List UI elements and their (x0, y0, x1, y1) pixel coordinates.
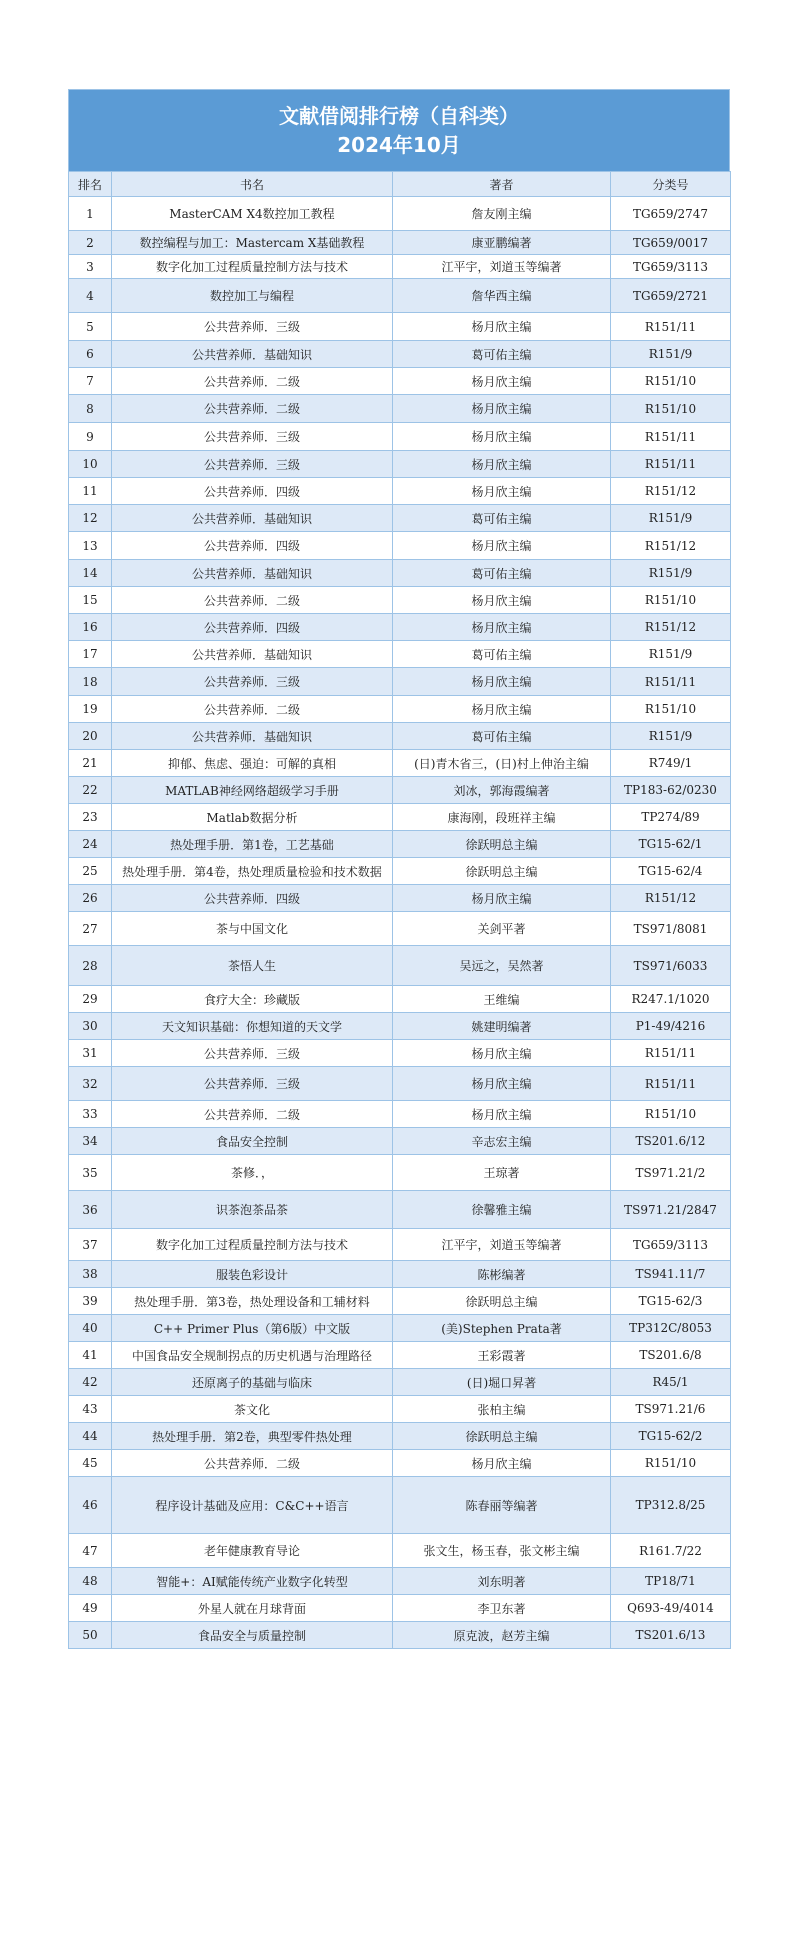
rank-cell: 20 (69, 723, 112, 750)
table-row (69, 696, 731, 723)
rank-cell: 12 (69, 505, 112, 532)
classification-cell: TS971.21/2847 (611, 1191, 731, 1229)
table-row (69, 1261, 731, 1288)
title-cell: 公共营养师．二级 (112, 1450, 393, 1477)
classification-cell: R151/11 (611, 423, 731, 451)
table-row (69, 1155, 731, 1191)
author-cell: 辛志宏主编 (393, 1128, 611, 1155)
author-cell: 张文生，杨玉春，张文彬主编 (393, 1534, 611, 1568)
table-row (69, 1315, 731, 1342)
author-cell: 刘冰，郭海霞编著 (393, 777, 611, 804)
rank-cell: 15 (69, 587, 112, 614)
table-row (69, 986, 731, 1013)
author-cell: 康海刚，段班祥主编 (393, 804, 611, 831)
rank-cell: 36 (69, 1191, 112, 1229)
rank-cell: 42 (69, 1369, 112, 1396)
title-cell: C++ Primer Plus（第6版）中文版 (112, 1315, 393, 1342)
table-row (69, 804, 731, 831)
table-row (69, 946, 731, 986)
title-cell: 公共营养师．三级 (112, 313, 393, 341)
table-row (69, 885, 731, 912)
rank-cell: 35 (69, 1155, 112, 1191)
author-cell: (日)青木省三，(日)村上伸治主编 (393, 750, 611, 777)
title-cell: 食品安全与质量控制 (112, 1622, 393, 1649)
rank-cell: 34 (69, 1128, 112, 1155)
author-cell: 刘东明著 (393, 1568, 611, 1595)
table-row (69, 1191, 731, 1229)
author-cell: 陈春丽等编著 (393, 1477, 611, 1534)
classification-cell: R151/10 (611, 587, 731, 614)
title-cell: 公共营养师．基础知识 (112, 641, 393, 668)
rank-cell: 23 (69, 804, 112, 831)
author-cell: 葛可佑主编 (393, 341, 611, 368)
title-cell: 热处理手册．第4卷，热处理质量检验和技术数据 (112, 858, 393, 885)
author-cell: 杨月欣主编 (393, 1067, 611, 1101)
title-cell: 茶文化 (112, 1396, 393, 1423)
table-row (69, 1450, 731, 1477)
rank-cell: 39 (69, 1288, 112, 1315)
title-cell: 公共营养师．基础知识 (112, 723, 393, 750)
table-row (69, 313, 731, 341)
classification-cell: TP312C/8053 (611, 1315, 731, 1342)
classification-cell: TG659/3113 (611, 255, 731, 279)
author-cell: 王维编 (393, 986, 611, 1013)
classification-cell: TP183-62/0230 (611, 777, 731, 804)
author-cell: 吴远之，吴然著 (393, 946, 611, 986)
author-cell: 张柏主编 (393, 1396, 611, 1423)
author-cell: 詹友刚主编 (393, 197, 611, 231)
table-row (69, 1342, 731, 1369)
table-row (69, 1101, 731, 1128)
classification-cell: TG15-62/1 (611, 831, 731, 858)
title-cell: 程序设计基础及应用：C&C++语言 (112, 1477, 393, 1534)
rank-cell: 14 (69, 560, 112, 587)
author-cell: 徐跃明总主编 (393, 858, 611, 885)
table-row (69, 641, 731, 668)
classification-cell: R151/9 (611, 341, 731, 368)
rank-cell: 25 (69, 858, 112, 885)
author-cell: 詹华西主编 (393, 279, 611, 313)
title-cell: 公共营养师．三级 (112, 423, 393, 451)
title-cell: 公共营养师．四级 (112, 614, 393, 641)
title-cell: 公共营养师．二级 (112, 1101, 393, 1128)
author-cell: 关剑平著 (393, 912, 611, 946)
header-rank: 排名 (69, 172, 112, 197)
classification-cell: TP312.8/25 (611, 1477, 731, 1534)
classification-cell: TG659/2747 (611, 197, 731, 231)
header-title: 书名 (112, 172, 393, 197)
table-header-row (69, 172, 731, 197)
classification-cell: R151/12 (611, 885, 731, 912)
title-cell: 食疗大全：珍藏版 (112, 986, 393, 1013)
author-cell: 杨月欣主编 (393, 451, 611, 478)
rank-cell: 37 (69, 1229, 112, 1261)
table-row (69, 231, 731, 255)
title-cell: 公共营养师．基础知识 (112, 341, 393, 368)
table-row (69, 1595, 731, 1622)
rank-cell: 49 (69, 1595, 112, 1622)
table-row (69, 723, 731, 750)
title-cell: 食品安全控制 (112, 1128, 393, 1155)
rank-cell: 4 (69, 279, 112, 313)
rank-cell: 32 (69, 1067, 112, 1101)
document-period: 2024年10月 (337, 132, 461, 157)
author-cell: 葛可佑主编 (393, 723, 611, 750)
rank-cell: 29 (69, 986, 112, 1013)
classification-cell: TG15-62/3 (611, 1288, 731, 1315)
classification-cell: R151/10 (611, 696, 731, 723)
table-row (69, 1128, 731, 1155)
author-cell: 杨月欣主编 (393, 587, 611, 614)
title-cell: 公共营养师．基础知识 (112, 505, 393, 532)
classification-cell: TS201.6/13 (611, 1622, 731, 1649)
author-cell: 陈彬编著 (393, 1261, 611, 1288)
classification-cell: R151/11 (611, 668, 731, 696)
author-cell: 杨月欣主编 (393, 1101, 611, 1128)
classification-cell: R151/11 (611, 1040, 731, 1067)
title-cell: 公共营养师．四级 (112, 478, 393, 505)
header-classification: 分类号 (611, 172, 731, 197)
classification-cell: R151/9 (611, 560, 731, 587)
rank-cell: 19 (69, 696, 112, 723)
title-cell: 公共营养师．二级 (112, 395, 393, 423)
rank-cell: 16 (69, 614, 112, 641)
title-cell: 公共营养师．二级 (112, 587, 393, 614)
table-row (69, 1288, 731, 1315)
title-cell: 公共营养师．二级 (112, 696, 393, 723)
author-cell: 杨月欣主编 (393, 668, 611, 696)
title-cell: 公共营养师．基础知识 (112, 560, 393, 587)
classification-cell: R151/10 (611, 1450, 731, 1477)
rank-cell: 3 (69, 255, 112, 279)
classification-cell: TP274/89 (611, 804, 731, 831)
classification-cell: R151/12 (611, 532, 731, 560)
title-cell: 茶修．， (112, 1155, 393, 1191)
rank-cell: 40 (69, 1315, 112, 1342)
classification-cell: R151/9 (611, 505, 731, 532)
classification-cell: R151/12 (611, 614, 731, 641)
rank-cell: 5 (69, 313, 112, 341)
author-cell: 杨月欣主编 (393, 395, 611, 423)
rank-cell: 45 (69, 1450, 112, 1477)
classification-cell: TG15-62/2 (611, 1423, 731, 1450)
rank-cell: 18 (69, 668, 112, 696)
title-cell: 数字化加工过程质量控制方法与技术 (112, 1229, 393, 1261)
rank-cell: 28 (69, 946, 112, 986)
title-banner (68, 89, 730, 171)
rank-cell: 33 (69, 1101, 112, 1128)
classification-cell: R151/9 (611, 723, 731, 750)
table-row (69, 279, 731, 313)
title-cell: 公共营养师．三级 (112, 451, 393, 478)
classification-cell: TS971.21/6 (611, 1396, 731, 1423)
classification-cell: TS971.21/2 (611, 1155, 731, 1191)
author-cell: 李卫东著 (393, 1595, 611, 1622)
ranking-document (68, 89, 730, 1649)
title-cell: 中国食品安全规制拐点的历史机遇与治理路径 (112, 1342, 393, 1369)
rank-cell: 6 (69, 341, 112, 368)
author-cell: 杨月欣主编 (393, 368, 611, 395)
author-cell: 杨月欣主编 (393, 696, 611, 723)
author-cell: 杨月欣主编 (393, 423, 611, 451)
classification-cell: TS201.6/8 (611, 1342, 731, 1369)
classification-cell: R151/10 (611, 1101, 731, 1128)
author-cell: 杨月欣主编 (393, 885, 611, 912)
title-cell: 热处理手册．第2卷，典型零件热处理 (112, 1423, 393, 1450)
title-cell: 识茶泡茶品茶 (112, 1191, 393, 1229)
classification-cell: P1-49/4216 (611, 1013, 731, 1040)
rank-cell: 10 (69, 451, 112, 478)
author-cell: 葛可佑主编 (393, 641, 611, 668)
classification-cell: R151/12 (611, 478, 731, 505)
classification-cell: TG659/3113 (611, 1229, 731, 1261)
author-cell: 王彩霞著 (393, 1342, 611, 1369)
classification-cell: TG659/2721 (611, 279, 731, 313)
title-cell: 抑郁、焦虑、强迫：可解的真相 (112, 750, 393, 777)
rank-cell: 22 (69, 777, 112, 804)
table-row (69, 368, 731, 395)
author-cell: 王琼著 (393, 1155, 611, 1191)
author-cell: 江平宇，刘道玉等编著 (393, 1229, 611, 1261)
table-row (69, 1477, 731, 1534)
rank-cell: 38 (69, 1261, 112, 1288)
classification-cell: TS941.11/7 (611, 1261, 731, 1288)
rank-cell: 26 (69, 885, 112, 912)
author-cell: 葛可佑主编 (393, 505, 611, 532)
rank-cell: 24 (69, 831, 112, 858)
classification-cell: R749/1 (611, 750, 731, 777)
author-cell: 徐跃明总主编 (393, 1288, 611, 1315)
title-cell: 老年健康教育导论 (112, 1534, 393, 1568)
rank-cell: 48 (69, 1568, 112, 1595)
title-cell: 公共营养师．二级 (112, 368, 393, 395)
classification-cell: TS971/8081 (611, 912, 731, 946)
rank-cell: 27 (69, 912, 112, 946)
title-cell: 热处理手册．第3卷，热处理设备和工辅材料 (112, 1288, 393, 1315)
rank-cell: 21 (69, 750, 112, 777)
author-cell: 江平宇，刘道玉等编著 (393, 255, 611, 279)
table-row (69, 255, 731, 279)
classification-cell: R247.1/1020 (611, 986, 731, 1013)
rank-cell: 13 (69, 532, 112, 560)
title-cell: 公共营养师．四级 (112, 532, 393, 560)
rank-cell: 30 (69, 1013, 112, 1040)
rank-cell: 11 (69, 478, 112, 505)
classification-cell: R161.7/22 (611, 1534, 731, 1568)
title-cell: 公共营养师．三级 (112, 668, 393, 696)
classification-cell: R151/9 (611, 641, 731, 668)
classification-cell: TG659/0017 (611, 231, 731, 255)
classification-cell: TS201.6/12 (611, 1128, 731, 1155)
table-row (69, 668, 731, 696)
rank-cell: 8 (69, 395, 112, 423)
title-cell: 茶悟人生 (112, 946, 393, 986)
author-cell: 姚建明编著 (393, 1013, 611, 1040)
rank-cell: 47 (69, 1534, 112, 1568)
rank-cell: 43 (69, 1396, 112, 1423)
classification-cell: Q693-49/4014 (611, 1595, 731, 1622)
title-cell: 数控加工与编程 (112, 279, 393, 313)
rank-cell: 31 (69, 1040, 112, 1067)
title-cell: MasterCAM X4数控加工教程 (112, 197, 393, 231)
table-row (69, 1067, 731, 1101)
title-cell: 公共营养师．四级 (112, 885, 393, 912)
classification-cell: TG15-62/4 (611, 858, 731, 885)
rank-cell: 9 (69, 423, 112, 451)
title-cell: MATLAB神经网络超级学习手册 (112, 777, 393, 804)
rank-cell: 41 (69, 1342, 112, 1369)
table-row (69, 395, 731, 423)
table-row (69, 587, 731, 614)
author-cell: (日)堀口昇著 (393, 1369, 611, 1396)
title-cell: Matlab数据分析 (112, 804, 393, 831)
table-row (69, 614, 731, 641)
author-cell: 葛可佑主编 (393, 560, 611, 587)
author-cell: 杨月欣主编 (393, 614, 611, 641)
header-author: 著者 (393, 172, 611, 197)
table-row (69, 423, 731, 451)
title-cell: 服装色彩设计 (112, 1261, 393, 1288)
author-cell: 杨月欣主编 (393, 1450, 611, 1477)
author-cell: 杨月欣主编 (393, 313, 611, 341)
rank-cell: 7 (69, 368, 112, 395)
title-cell: 数控编程与加工：Mastercam X基础教程 (112, 231, 393, 255)
classification-cell: R151/10 (611, 368, 731, 395)
rank-cell: 2 (69, 231, 112, 255)
rank-cell: 46 (69, 1477, 112, 1534)
table-row (69, 478, 731, 505)
table-body (69, 197, 731, 1649)
title-cell: 茶与中国文化 (112, 912, 393, 946)
table-row (69, 750, 731, 777)
author-cell: 杨月欣主编 (393, 532, 611, 560)
table-row (69, 197, 731, 231)
table-row (69, 1013, 731, 1040)
classification-cell: TP18/71 (611, 1568, 731, 1595)
table-row (69, 1534, 731, 1568)
ranking-table (68, 171, 731, 1649)
table-row (69, 505, 731, 532)
table-row (69, 341, 731, 368)
table-row (69, 1622, 731, 1649)
table-row (69, 1568, 731, 1595)
author-cell: (美)Stephen Prata著 (393, 1315, 611, 1342)
rank-cell: 1 (69, 197, 112, 231)
author-cell: 徐跃明总主编 (393, 831, 611, 858)
author-cell: 康亚鹏编著 (393, 231, 611, 255)
table-row (69, 831, 731, 858)
title-cell: 数字化加工过程质量控制方法与技术 (112, 255, 393, 279)
title-cell: 公共营养师．三级 (112, 1067, 393, 1101)
author-cell: 杨月欣主编 (393, 1040, 611, 1067)
title-cell: 天文知识基础：你想知道的天文学 (112, 1013, 393, 1040)
table-row (69, 912, 731, 946)
classification-cell: R151/11 (611, 1067, 731, 1101)
rank-cell: 44 (69, 1423, 112, 1450)
rank-cell: 17 (69, 641, 112, 668)
table-row (69, 1423, 731, 1450)
title-cell: 还原离子的基础与临床 (112, 1369, 393, 1396)
classification-cell: R151/11 (611, 451, 731, 478)
author-cell: 杨月欣主编 (393, 478, 611, 505)
table-row (69, 1040, 731, 1067)
rank-cell: 50 (69, 1622, 112, 1649)
table-row (69, 858, 731, 885)
author-cell: 徐馨雅主编 (393, 1191, 611, 1229)
title-cell: 智能+：AI赋能传统产业数字化转型 (112, 1568, 393, 1595)
classification-cell: R45/1 (611, 1369, 731, 1396)
table-row (69, 560, 731, 587)
author-cell: 原克波，赵芳主编 (393, 1622, 611, 1649)
author-cell: 徐跃明总主编 (393, 1423, 611, 1450)
table-row (69, 532, 731, 560)
title-cell: 公共营养师．三级 (112, 1040, 393, 1067)
title-cell: 热处理手册．第1卷，工艺基础 (112, 831, 393, 858)
table-row (69, 451, 731, 478)
classification-cell: R151/11 (611, 313, 731, 341)
classification-cell: TS971/6033 (611, 946, 731, 986)
document-title: 文献借阅排行榜（自科类） (279, 103, 519, 128)
title-cell: 外星人就在月球背面 (112, 1595, 393, 1622)
table-row (69, 1229, 731, 1261)
classification-cell: R151/10 (611, 395, 731, 423)
table-row (69, 1369, 731, 1396)
table-row (69, 777, 731, 804)
table-row (69, 1396, 731, 1423)
